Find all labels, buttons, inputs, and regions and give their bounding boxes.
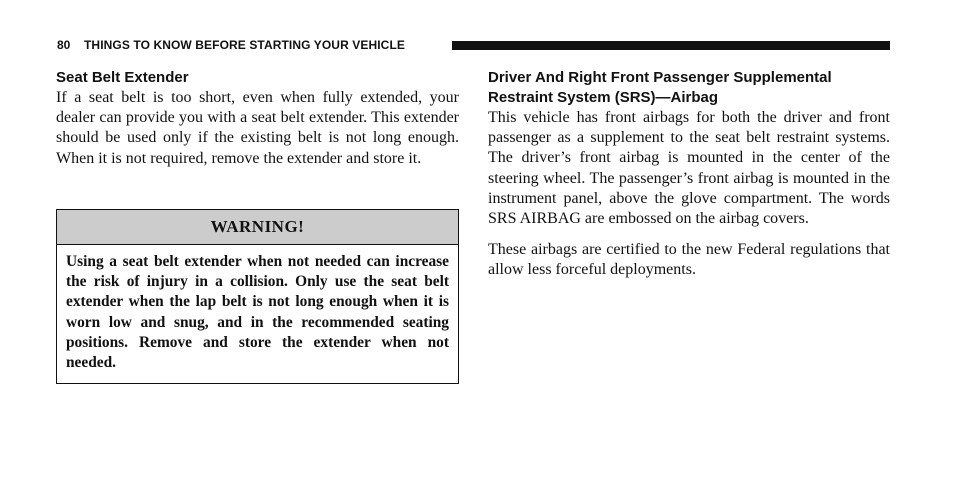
warning-box — [56, 209, 459, 384]
body-paragraph: This vehicle has front airbags for both the driver and front passenger as a supplement to the seat belt restraint systems. The driver’s front airbag is mounted in the center of the steering wheel. The passenger’s front airbag is mounted in the instrument panel, above the glove compartment. The words SRS AIRBAG are embossed on the airbag covers. — [488, 109, 890, 228]
section-heading-seat-belt-extender: Seat Belt Extender — [56, 69, 189, 86]
header-rule — [452, 41, 890, 50]
warning-text: Using a seat belt extender when not needed can increase the risk of injury in a collision. Only use the seat belt extender when the lap belt is not long enough when it is worn low and snug, and in the recommended seating positions. Remove and store the extender when not needed. — [66, 253, 449, 372]
page-header — [57, 37, 890, 53]
body-paragraph: If a seat belt is too short, even when fully extended, your dealer can provide you with a seat belt extender. This extender should be used only if the existing belt is not long enough. When it is not required, remove the extender and store it. — [56, 89, 459, 167]
section-heading-airbag: Driver And Right Front Passenger Supplemental Restraint System (SRS)—Airbag — [488, 69, 832, 106]
body-paragraph: These airbags are certified to the new Federal regulations that allow less forceful deployments. — [488, 241, 890, 279]
right-column — [488, 68, 890, 281]
warning-title: WARNING! — [57, 210, 458, 245]
left-column — [56, 68, 459, 169]
page-number: 80 — [57, 38, 71, 52]
running-title: THINGS TO KNOW BEFORE STARTING YOUR VEHICLE — [84, 38, 405, 52]
